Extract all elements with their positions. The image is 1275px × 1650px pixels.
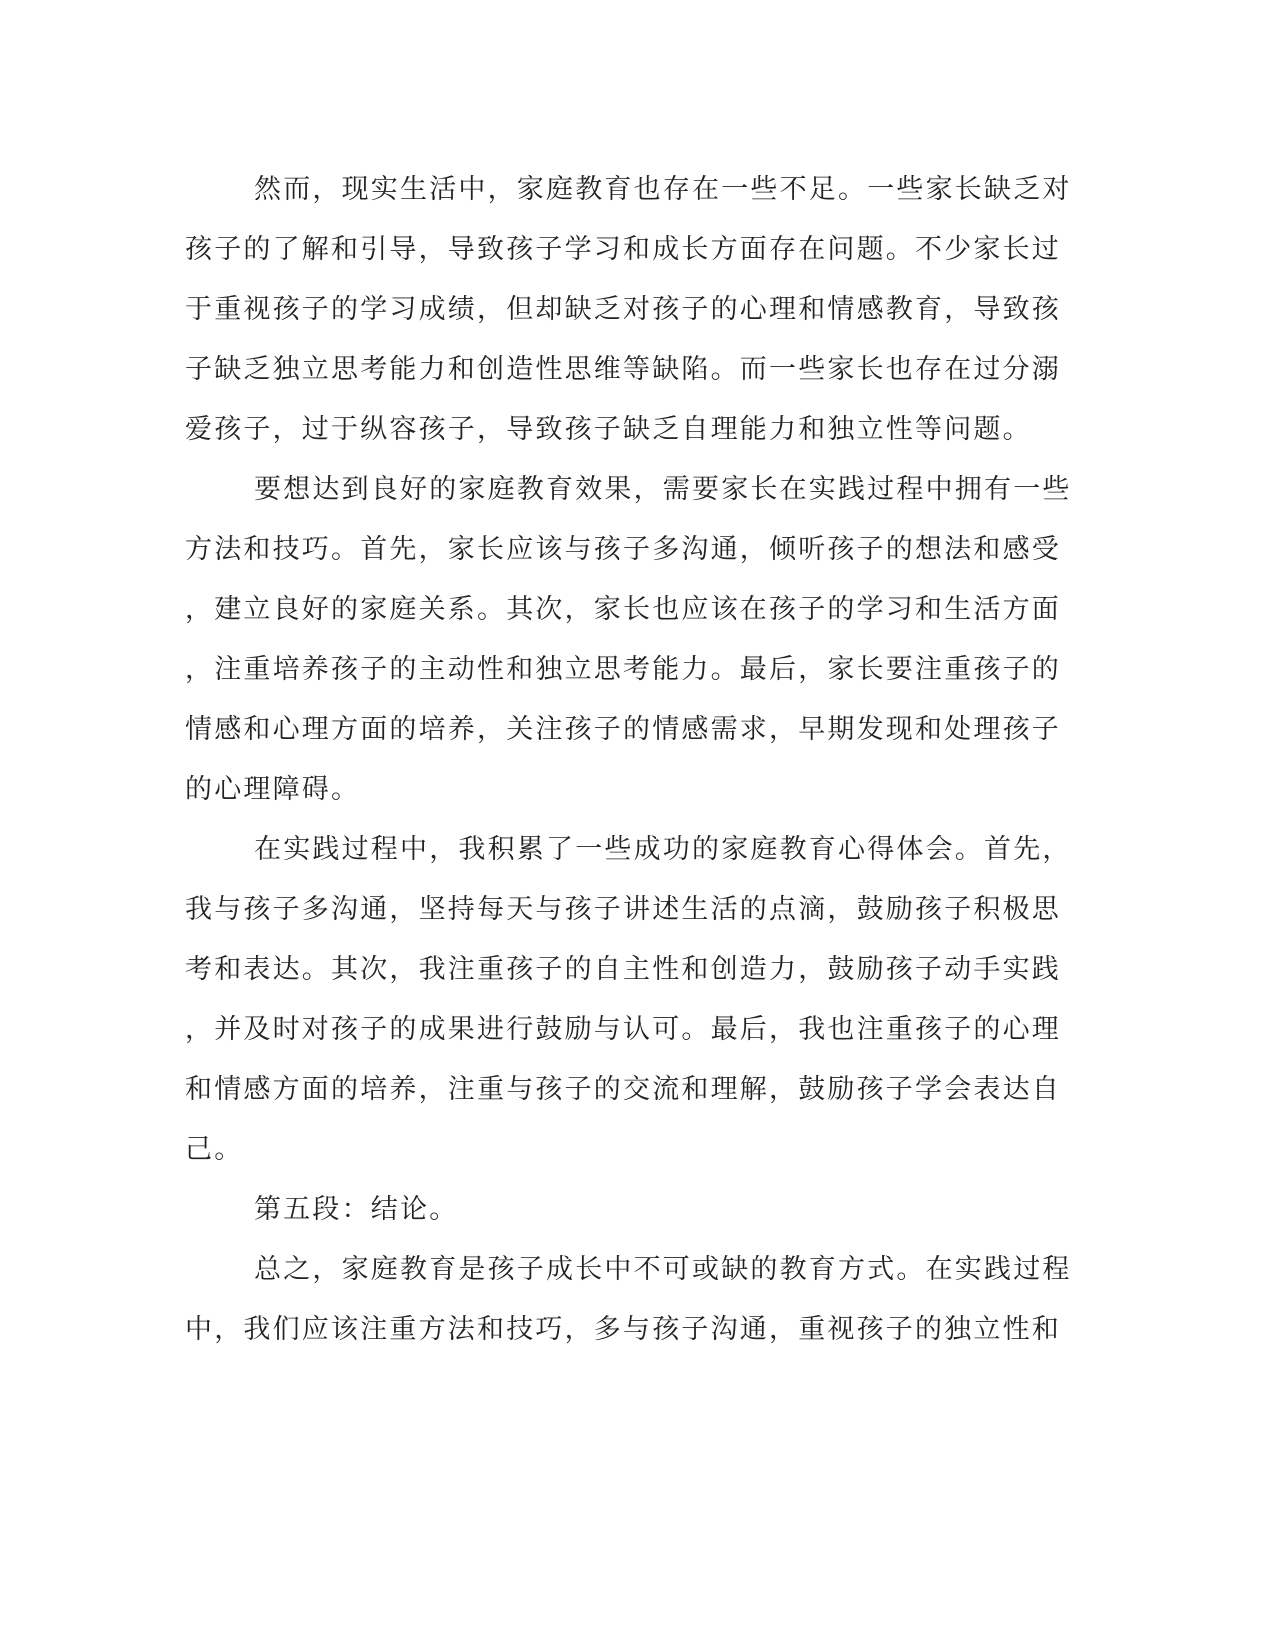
document-body [185, 160, 1072, 1360]
paragraph-2 [185, 460, 1072, 820]
paragraph-1 [185, 160, 1072, 460]
paragraph-line: 爱孩子，过于纵容孩子，导致孩子缺乏自理能力和独立性等问题。 [185, 414, 1032, 445]
paragraph-line: 子缺乏独立思考能力和创造性思维等缺陷。而一些家长也存在过分溺 [185, 354, 1061, 385]
paragraph-line: 方法和技巧。首先，家长应该与孩子多沟通，倾听孩子的想法和感受 [185, 534, 1061, 565]
paragraph-line: 己。 [185, 1134, 244, 1165]
paragraph-line: 然而，现实生活中，家庭教育也存在一些不足。一些家长缺乏对 [254, 174, 1072, 205]
paragraph-3 [185, 820, 1072, 1180]
paragraph-line: ，并及时对孩子的成果进行鼓励与认可。最后，我也注重孩子的心理 [185, 1014, 1061, 1045]
paragraph-line: 孩子的了解和引导，导致孩子学习和成长方面存在问题。不少家长过 [185, 234, 1061, 265]
paragraph-5 [185, 1240, 1072, 1360]
paragraph-line: 总之，家庭教育是孩子成长中不可或缺的教育方式。在实践过程 [254, 1254, 1072, 1285]
paragraph-line: 中，我们应该注重方法和技巧，多与孩子沟通，重视孩子的独立性和 [185, 1314, 1061, 1345]
paragraph-line: 要想达到良好的家庭教育效果，需要家长在实践过程中拥有一些 [254, 474, 1072, 505]
paragraph-line: 情感和心理方面的培养，关注孩子的情感需求，早期发现和处理孩子 [185, 714, 1061, 745]
paragraph-line: 在实践过程中，我积累了一些成功的家庭教育心得体会。首先， [254, 834, 1072, 865]
paragraph-line: 我与孩子多沟通，坚持每天与孩子讲述生活的点滴，鼓励孩子积极思 [185, 894, 1061, 925]
paragraph-line: ，建立良好的家庭关系。其次，家长也应该在孩子的学习和生活方面 [185, 594, 1061, 625]
paragraph-line: 于重视孩子的学习成绩，但却缺乏对孩子的心理和情感教育，导致孩 [185, 294, 1061, 325]
paragraph-line: ，注重培养孩子的主动性和独立思考能力。最后，家长要注重孩子的 [185, 654, 1061, 685]
paragraph-line: 的心理障碍。 [185, 774, 361, 805]
paragraph-line: 考和表达。其次，我注重孩子的自主性和创造力，鼓励孩子动手实践 [185, 954, 1061, 985]
section-heading-text: 第五段：结论。 [254, 1194, 459, 1225]
section-heading [185, 1180, 1045, 1240]
paragraph-line: 和情感方面的培养，注重与孩子的交流和理解，鼓励孩子学会表达自 [185, 1074, 1061, 1105]
